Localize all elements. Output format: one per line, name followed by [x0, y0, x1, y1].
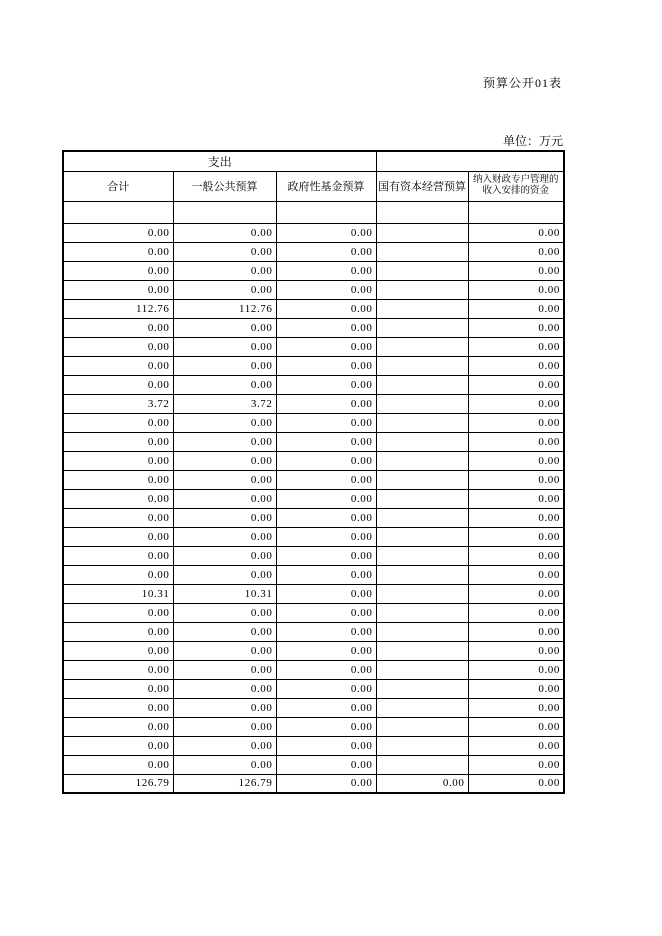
table-cell: 0.00 — [173, 413, 276, 432]
table-cell: 0.00 — [63, 546, 173, 565]
table-cell: 0.00 — [173, 622, 276, 641]
table-cell: 0.00 — [173, 755, 276, 774]
table-row — [63, 641, 564, 660]
table-row — [63, 660, 564, 679]
table-cell: 0.00 — [173, 432, 276, 451]
table-row — [63, 242, 564, 261]
table-cell — [376, 242, 468, 261]
table-row — [63, 337, 564, 356]
table-cell: 0.00 — [63, 755, 173, 774]
table-cell: 0.00 — [173, 603, 276, 622]
table-cell: 0.00 — [276, 755, 376, 774]
table-cell: 0.00 — [468, 527, 564, 546]
table-cell: 0.00 — [173, 508, 276, 527]
table-cell: 112.76 — [173, 299, 276, 318]
table-cell: 0.00 — [173, 318, 276, 337]
table-cell: 0.00 — [468, 622, 564, 641]
table-row — [63, 565, 564, 584]
table-cell: 10.31 — [63, 584, 173, 603]
table-cell: 0.00 — [276, 413, 376, 432]
table-cell: 0.00 — [63, 318, 173, 337]
table-cell — [376, 318, 468, 337]
table-cell: 0.00 — [276, 774, 376, 793]
table-cell: 0.00 — [63, 508, 173, 527]
table-cell: 0.00 — [468, 546, 564, 565]
table-cell — [376, 584, 468, 603]
table-cell: 0.00 — [276, 698, 376, 717]
table-cell: 0.00 — [468, 660, 564, 679]
table-cell: 0.00 — [173, 242, 276, 261]
table-cell: 0.00 — [468, 413, 564, 432]
table-cell: 0.00 — [276, 527, 376, 546]
table-cell: 0.00 — [276, 660, 376, 679]
table-cell: 0.00 — [276, 470, 376, 489]
unit-label: 单位：万元 — [502, 134, 563, 148]
table-cell: 0.00 — [63, 565, 173, 584]
table-cell: 0.00 — [63, 261, 173, 280]
table-cell — [376, 451, 468, 470]
columns-row — [63, 171, 564, 201]
table-cell — [376, 622, 468, 641]
column-header-4: 国有资本经营预算 — [376, 171, 468, 201]
table-cell: 0.00 — [63, 603, 173, 622]
table-cell — [376, 299, 468, 318]
table-cell: 0.00 — [276, 508, 376, 527]
table-row — [63, 223, 564, 242]
table-cell: 0.00 — [63, 432, 173, 451]
table-cell — [376, 736, 468, 755]
table-cell — [376, 717, 468, 736]
table-cell: 0.00 — [468, 451, 564, 470]
table-cell: 0.00 — [276, 679, 376, 698]
table-cell: 0.00 — [468, 299, 564, 318]
table-cell: 0.00 — [63, 375, 173, 394]
table-cell: 0.00 — [468, 641, 564, 660]
table-cell: 0.00 — [276, 489, 376, 508]
table-cell: 0.00 — [468, 470, 564, 489]
table-cell: 0.00 — [63, 489, 173, 508]
table-cell — [376, 201, 468, 223]
table-cell: 0.00 — [276, 280, 376, 299]
table-cell: 0.00 — [173, 641, 276, 660]
table-cell — [376, 375, 468, 394]
table-cell: 0.00 — [63, 337, 173, 356]
table-cell — [376, 261, 468, 280]
table-cell: 126.79 — [63, 774, 173, 793]
table-cell — [173, 201, 276, 223]
table-cell: 0.00 — [173, 546, 276, 565]
budget-table — [62, 150, 565, 794]
table-cell: 0.00 — [468, 774, 564, 793]
table-row — [63, 736, 564, 755]
table-cell: 0.00 — [173, 565, 276, 584]
table-cell: 126.79 — [173, 774, 276, 793]
table-cell: 0.00 — [468, 318, 564, 337]
table-row — [63, 413, 564, 432]
table-cell: 0.00 — [276, 337, 376, 356]
table-cell: 0.00 — [468, 584, 564, 603]
column-header-3: 政府性基金预算 — [276, 171, 376, 201]
table-row — [63, 603, 564, 622]
table-cell: 0.00 — [276, 736, 376, 755]
table-cell — [376, 565, 468, 584]
table-cell: 0.00 — [173, 736, 276, 755]
table-row — [63, 394, 564, 413]
table-cell: 10.31 — [173, 584, 276, 603]
table-cell — [376, 698, 468, 717]
table-cell: 0.00 — [63, 717, 173, 736]
table-cell: 0.00 — [276, 261, 376, 280]
table-cell: 0.00 — [63, 451, 173, 470]
table-cell — [376, 508, 468, 527]
table-cell: 0.00 — [276, 451, 376, 470]
table-cell — [468, 201, 564, 223]
table-row — [63, 201, 564, 223]
table-cell: 0.00 — [173, 280, 276, 299]
table-cell — [376, 394, 468, 413]
table-cell: 0.00 — [63, 641, 173, 660]
table-cell: 0.00 — [276, 394, 376, 413]
table-cell: 0.00 — [468, 679, 564, 698]
table-cell — [376, 280, 468, 299]
group-header-spacer — [376, 151, 564, 171]
table-cell: 0.00 — [173, 337, 276, 356]
table-cell: 0.00 — [276, 375, 376, 394]
table-body — [63, 201, 564, 793]
table-cell — [63, 201, 173, 223]
table-cell: 0.00 — [173, 261, 276, 280]
table-cell: 0.00 — [276, 641, 376, 660]
table-cell: 0.00 — [276, 603, 376, 622]
table-cell: 0.00 — [468, 394, 564, 413]
table-cell: 0.00 — [63, 280, 173, 299]
table-cell: 0.00 — [468, 508, 564, 527]
table-cell: 0.00 — [173, 356, 276, 375]
table-cell — [376, 470, 468, 489]
table-cell: 0.00 — [276, 622, 376, 641]
table-row — [63, 527, 564, 546]
table-cell: 0.00 — [63, 698, 173, 717]
group-header-expenditure: 支出 — [63, 151, 376, 171]
table-cell: 0.00 — [173, 375, 276, 394]
table-cell — [376, 489, 468, 508]
table-cell: 0.00 — [468, 698, 564, 717]
table-row — [63, 432, 564, 451]
table-cell — [376, 413, 468, 432]
table-cell: 0.00 — [63, 679, 173, 698]
table-cell — [376, 755, 468, 774]
table-row — [63, 356, 564, 375]
table-cell: 0.00 — [276, 717, 376, 736]
table-cell: 3.72 — [63, 394, 173, 413]
table-cell: 0.00 — [276, 546, 376, 565]
table-cell: 0.00 — [468, 736, 564, 755]
table-row — [63, 717, 564, 736]
table-cell: 0.00 — [468, 337, 564, 356]
table-cell: 0.00 — [468, 755, 564, 774]
group-header-row — [63, 151, 564, 171]
table-cell: 0.00 — [63, 223, 173, 242]
table-cell: 0.00 — [276, 242, 376, 261]
table-cell — [376, 527, 468, 546]
table-cell — [376, 603, 468, 622]
table-cell — [276, 201, 376, 223]
table-cell: 0.00 — [276, 318, 376, 337]
table-row — [63, 489, 564, 508]
table-cell: 0.00 — [173, 717, 276, 736]
table-row — [63, 470, 564, 489]
table-row — [63, 261, 564, 280]
table-cell: 0.00 — [173, 451, 276, 470]
table-row — [63, 375, 564, 394]
table-cell: 0.00 — [276, 356, 376, 375]
table-cell: 0.00 — [276, 432, 376, 451]
column-header-5: 纳入财政专户管理的收入安排的资金 — [468, 171, 564, 201]
table-row — [63, 280, 564, 299]
table-cell: 0.00 — [63, 622, 173, 641]
table-cell: 3.72 — [173, 394, 276, 413]
table-row — [63, 584, 564, 603]
table-cell: 0.00 — [468, 375, 564, 394]
column-header-2: 一般公共预算 — [173, 171, 276, 201]
table-row — [63, 299, 564, 318]
table-cell — [376, 660, 468, 679]
table-cell: 0.00 — [63, 413, 173, 432]
table-cell: 0.00 — [276, 223, 376, 242]
table-cell: 0.00 — [468, 280, 564, 299]
table-row — [63, 698, 564, 717]
table-cell — [376, 337, 468, 356]
table-cell: 0.00 — [468, 565, 564, 584]
table-row — [63, 451, 564, 470]
table-cell: 0.00 — [276, 565, 376, 584]
table-cell: 0.00 — [468, 223, 564, 242]
table-cell: 0.00 — [63, 660, 173, 679]
table-cell: 0.00 — [468, 489, 564, 508]
table-cell: 0.00 — [63, 736, 173, 755]
table-row — [63, 755, 564, 774]
table-row — [63, 546, 564, 565]
table-cell: 112.76 — [63, 299, 173, 318]
table-cell: 0.00 — [63, 527, 173, 546]
table-cell: 0.00 — [63, 242, 173, 261]
document-title: 预算公开01表 — [482, 76, 562, 90]
table-cell — [376, 223, 468, 242]
table-cell: 0.00 — [173, 527, 276, 546]
table-row — [63, 622, 564, 641]
table-cell: 0.00 — [173, 470, 276, 489]
table-cell: 0.00 — [173, 489, 276, 508]
table-cell — [376, 356, 468, 375]
table-cell: 0.00 — [468, 261, 564, 280]
table-cell — [376, 641, 468, 660]
table-cell: 0.00 — [468, 356, 564, 375]
table-row — [63, 318, 564, 337]
table-cell: 0.00 — [276, 584, 376, 603]
table-cell: 0.00 — [468, 242, 564, 261]
table-cell: 0.00 — [173, 660, 276, 679]
table-cell: 0.00 — [468, 432, 564, 451]
table-cell: 0.00 — [173, 679, 276, 698]
table-cell: 0.00 — [376, 774, 468, 793]
table-cell: 0.00 — [468, 603, 564, 622]
column-header-1: 合计 — [63, 171, 173, 201]
table-cell — [376, 432, 468, 451]
table-cell: 0.00 — [173, 698, 276, 717]
table-cell — [376, 546, 468, 565]
table-row — [63, 679, 564, 698]
table-row — [63, 774, 564, 793]
table-cell: 0.00 — [173, 223, 276, 242]
table-cell — [376, 679, 468, 698]
table-cell: 0.00 — [276, 299, 376, 318]
table-row — [63, 508, 564, 527]
table-cell: 0.00 — [63, 356, 173, 375]
table-cell: 0.00 — [63, 470, 173, 489]
table-cell: 0.00 — [468, 717, 564, 736]
